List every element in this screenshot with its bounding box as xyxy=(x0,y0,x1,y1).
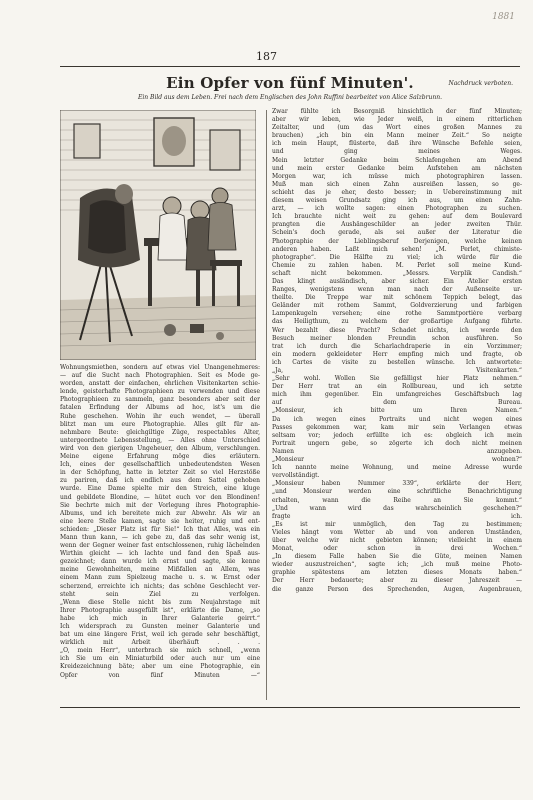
text-line: „Monsieur, ich bitte um Ihren Namen.“ xyxy=(272,407,522,415)
text-line: Ranges, wenigstens wenn man nach der Außenseite ur- xyxy=(272,286,522,294)
text-line: vervollständigt. xyxy=(272,472,320,480)
text-line: „Monsieur haben Nummer 339“, erklärte der Herr, xyxy=(272,480,522,488)
text-line: „O, mein Herr“, unterbrach sie mich schnell, „wenn xyxy=(60,647,260,655)
text-line: scherzend, erreichte ich nichts; das schöne Geschlecht ver- xyxy=(60,582,260,590)
text-line: „Und wann wird das wahrscheinlich geschehen?“ xyxy=(272,504,522,512)
text-line: steht sein Ziel zu verfolgen. xyxy=(60,590,260,598)
text-line: prangten die Aushängeschilder an jeder zweiten Thür. xyxy=(272,221,522,229)
text-line: ich Cartes de visite zu bestellen wünsche. Ich antwortete: xyxy=(272,358,522,366)
text-line: einem Mann zum Spielzeug mache u. s. w. Ernst oder xyxy=(60,574,260,582)
text-line: Geländer mit rothem Sammt, Goldverzierung und farbigen xyxy=(272,302,522,310)
column-divider xyxy=(266,110,267,700)
text-line: „Wenn diese Stelle nicht bis zum Neujahrstage mit xyxy=(60,598,260,606)
right-column-body xyxy=(272,108,522,708)
text-line: trat ich durch die Scharlachdraperie in ein Vorzimmer; xyxy=(272,342,522,350)
text-line: bat um eine längere Frist, weil ich gerade sehr beschäftigt, xyxy=(60,631,260,639)
page-number: 187 xyxy=(256,50,277,63)
text-line: Ich, eines der gesellschaftlich unbedeutendsten Wesen xyxy=(60,461,260,469)
text-line: „Ja, Visitenkarten.“ xyxy=(272,367,522,374)
text-line: gezeichnet; dann wurde ich ernst und sagte, sie kenne xyxy=(60,558,260,566)
header-rule xyxy=(60,66,520,67)
text-line: mich ihm gegenüber. Ein umfangreiches Geschäftsbuch lag xyxy=(272,391,522,399)
text-line: graphie spätestens am letzten dieses Monats haben.“ xyxy=(272,569,522,577)
text-line: und ging meines Weges. xyxy=(272,148,522,156)
text-line: Ich widersprach zu Gunsten meiner Galanterie und xyxy=(60,623,260,630)
text-line: und gebildete Blondine, — hütet euch vor den Blondinen! xyxy=(60,493,260,501)
left-column xyxy=(60,108,260,708)
text-line: anderen haben. Laßt mich sehen! „M. Perlet, chimiste- xyxy=(272,245,522,253)
text-line: über welche wir nicht gebieten können; vielleicht in einem xyxy=(272,536,522,544)
text-line: Das klingt ausländisch, aber sicher. Ein Atelier ersten xyxy=(272,277,522,285)
text-line: schieht das je eher, desto besser; in Uebereinstimmung mit xyxy=(272,188,522,196)
text-line: brauchen) „ich bin ein Mann meiner Zeit.“ So neigte xyxy=(272,132,522,140)
text-line: fatalen Erfindung der Albums ad hoc, ist's um die xyxy=(60,404,260,412)
text-line: schieden: „Dieser Platz ist für Sie!“ Ich that Alles, was ein xyxy=(60,525,260,533)
text-line: Mann thun kann, — ich gebe zu, daß das sehr wenig ist, xyxy=(60,533,260,541)
text-line: ich Sie um ein Miniaturbild oder auch nur um eine xyxy=(60,655,260,663)
text-line: Da ich wegen eines Portraits und nicht wegen eines xyxy=(272,415,522,423)
text-line: habe ich mich in Ihrer Galanterie geirrt.“ xyxy=(60,614,260,622)
text-line: auf dem Bureau. xyxy=(272,399,522,407)
text-line: Opfer von fünf Minuten —“ xyxy=(60,671,260,679)
text-line: Ich nannte meine Wohnung, und meine Adresse wurde xyxy=(272,464,522,472)
text-line: fragte ich. xyxy=(272,512,522,520)
photographer-illustration xyxy=(60,110,256,360)
text-line: wenn der Gegner weiner fast entschlossenen, ruhig lächelnden xyxy=(60,542,260,550)
text-line: Photographie der Lieblingsberuf Derjenigen, welche keinen xyxy=(272,237,522,245)
text-line: Zeitalter, und (um das Wort eines großen Mannes zu xyxy=(272,124,522,132)
text-line: Zwar fühlte ich Besorgniß hinsichtlich der fünf Minuten; xyxy=(272,108,522,115)
article-title: Ein Opfer von fünf Minuten'. xyxy=(166,74,414,92)
text-line: lende, geisterhafte Photographieen zu verwenden und diese xyxy=(60,388,260,396)
text-line: Wer bezahlt diese Pracht? Schadet nichts, ich werde den xyxy=(272,326,522,334)
text-line: Der Herr bedauerte; aber zu dieser Jahreszeit — xyxy=(272,577,522,585)
text-line: erhalten, wann die Reihe an Sie kommt.“ xyxy=(272,496,522,504)
corner-note: 1881 xyxy=(492,12,515,22)
text-line: Chemie zu zahlen haben. M. Perlet soll meine Kund- xyxy=(272,261,522,269)
text-line: Wohnungsmiethen, sondern auf etwas viel Unangenehmeres: xyxy=(60,364,260,371)
article-subtitle: Ein Bild aus dem Leben. Frei nach dem Englischen des John Ruffini bearbeitet von Alice Salzbrunn. xyxy=(137,94,443,101)
text-line: diesem weisen Grundsatz ging ich aus, um einen Zahn- xyxy=(272,197,522,205)
text-line: wurde. Eine Dame spielte mir den Streich, eine kluge xyxy=(60,485,260,493)
text-line: ich mein Haupt, flüsterte, daß ihre Wünsche Befehle seien, xyxy=(272,140,522,148)
text-line: meine Gewohnheiten, meine Mißfallen an Allem, was xyxy=(60,566,260,574)
text-line: — auf die Sucht nach Photographien. Seit es Mode ge- xyxy=(60,372,260,380)
text-line: Ihrer Photographie ausgefüllt ist“, erklärte die Dame, „so xyxy=(60,606,260,614)
text-line: seltsam vor; jedoch erfüllte ich es: obgleich ich mein xyxy=(272,431,522,439)
text-line: „Monsieur wohnen?“ xyxy=(272,456,522,464)
text-line: in der Schöpfung, hatte in letzter Zeit so viel Herzstöße xyxy=(60,469,260,477)
text-line: Albums, und ich bereitete mich zur Abwehr. Als wir an xyxy=(60,509,260,517)
text-line: nehmbare Beute: gleichgiltige Züge, respectables Alter, xyxy=(60,428,260,436)
text-line: eine leere Stelle kamen, sagte sie heiter, ruhig und ent- xyxy=(60,517,260,525)
text-line: Namen anzugeben. xyxy=(272,447,522,455)
text-line: „und Monsieur werden eine schriftliche Benachrichtigung xyxy=(272,488,522,496)
text-line: Ich brauchte nicht weit zu gehen: auf dem Boulevard xyxy=(272,213,522,221)
text-line: wieder auszustreichen“, sagte ich; „ich muß meine Photo- xyxy=(272,561,522,569)
text-line: blitzt man um eure Photographie. Alles gilt für an- xyxy=(60,420,260,428)
text-line: Ruhe geschehen. Wohin ihr euch wendet, — überall xyxy=(60,412,260,420)
text-line: Portrait ungern gebe, so zögerte ich doch nicht meinen xyxy=(272,439,522,447)
text-line: Schein's doch gerade, als sei außer der Literatur die xyxy=(272,229,522,237)
text-line: Der Herr trat an ein Rollbureau, und ich setzte xyxy=(272,383,522,391)
text-line: Wirthin gleicht — ich lachte und fand den Spaß aus- xyxy=(60,550,260,558)
text-line: Kreidezeichnung bäte; aber um eine Photographie, ein xyxy=(60,663,260,671)
text-line: Monat, oder schon in drei Wochen.“ xyxy=(272,545,522,553)
left-column-body xyxy=(60,364,260,680)
text-line: Sie bechrte mich mit der Vorlegung ihres Photographie- xyxy=(60,501,260,509)
text-line: Lampenkugeln versehen; eine rothe Sammtportière verbarg xyxy=(272,310,522,318)
text-line: „Es ist mir unmöglich, den Tag zu bestimmen; xyxy=(272,520,522,528)
text-line: arzt, — ich wollte sagen: einen Photographen zu suchen. xyxy=(272,205,522,213)
text-line: Mein letzter Gedanke beim Schlafengehen am Abend xyxy=(272,156,522,164)
text-line: photographe“. Die Hälfte zu viel; ich würde für die xyxy=(272,253,522,261)
text-line: aber wir leben, wie Jeder weiß, in einem ritterlichen xyxy=(272,116,522,124)
text-line: Vieles hängt vom Wetter ab und von anderen Umständen, xyxy=(272,528,522,536)
text-line: theilte. Die Treppe war mit schönem Teppich belegt, das xyxy=(272,294,522,302)
text-line: wird von den gierigen Ungeheuer, den Album, verschlungen. xyxy=(60,444,260,452)
text-line: Besuch meiner blonden Freundin schon ausführen. So xyxy=(272,334,522,342)
text-line: und mein erster Gedanke beim Aufstehen am nächsten xyxy=(272,164,522,172)
text-line: Passes gekommen war, kam mir sein Verlangen etwas xyxy=(272,423,522,431)
text-line: Photographieen zu sammeln, ganz besonders aber seit der xyxy=(60,396,260,404)
footer-rule xyxy=(60,707,520,708)
text-line: worden, anstatt der einfachen, ehrlichen Visitenkarten schie- xyxy=(60,380,260,388)
text-line: ein modern gekleideter Herr empfing mich und fragte, ob xyxy=(272,350,522,358)
text-line: die ganze Person des Sprechenden, Augen, Augenbrauen, xyxy=(272,585,522,593)
reprint-notice: Nachdruck verboten. xyxy=(448,80,513,87)
text-line: Morgen war, ich müsse mich photographiren lassen. xyxy=(272,172,522,180)
text-line: zu pariren, daß ich endlich aus dem Sattel gehoben xyxy=(60,477,260,485)
text-line: „Sehr wohl. Wollen Sie gefälligst hier Platz nehmen.“ xyxy=(272,375,522,383)
text-line: Muß man sich einen Zahn ausreißen lassen, so ge- xyxy=(272,180,522,188)
text-line: das Heiligthum, zu welchem der großartige Aufgang führte. xyxy=(272,318,522,326)
text-line: Meine eigene Erfahrung möge dies erläutern. xyxy=(60,453,260,461)
text-line: schaft nicht bekommen. „Messrs. Verplik Candish.“ xyxy=(272,269,522,277)
text-line: untergeordnete Lebensstellung, — Alles ohne Unterschied xyxy=(60,436,260,444)
text-line: wirklich mit Arbeit überhäuft . . . xyxy=(60,639,260,647)
text-line: „In diesem Falle haben Sie die Güte, meinen Namen xyxy=(272,553,522,561)
